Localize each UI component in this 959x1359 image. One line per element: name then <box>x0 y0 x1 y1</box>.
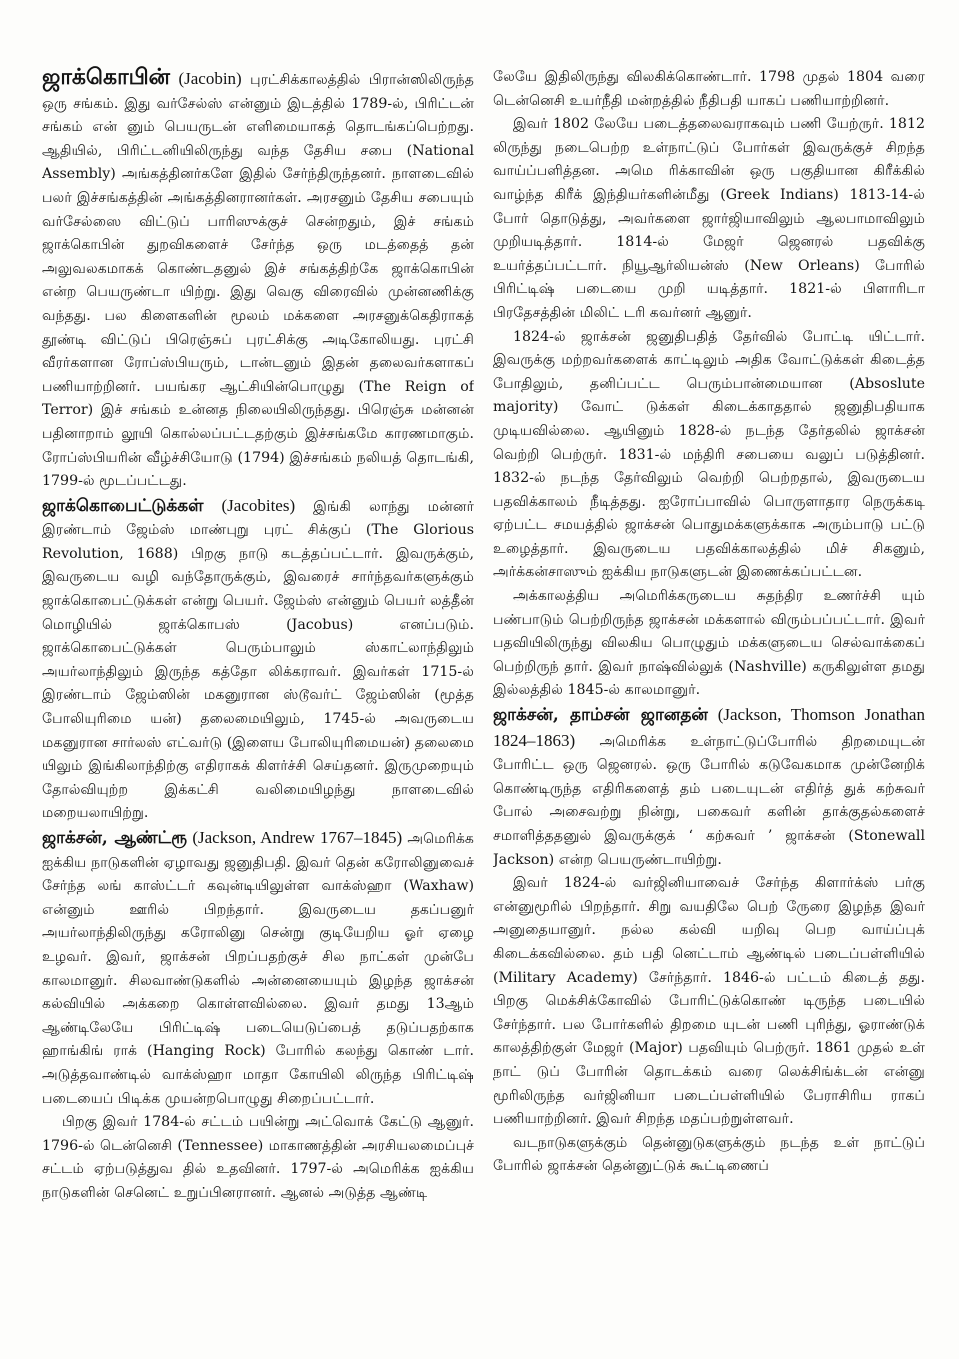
entry-headword: ஜாக்சன், ஆண்ட்ரூ <box>42 828 188 848</box>
entry-paragraph <box>42 494 474 826</box>
entry-text: வடநாடுகளுக்கும் தென்னுடுகளுக்கும் நடந்த உள் நாட்டுப் போரில் ஜாக்சன் தென்னுட்டுக் கூட்டிணைப் <box>493 1134 925 1175</box>
body-paragraph <box>493 326 925 586</box>
entry-text: லேயே இதிலிருந்து விலகிக்கொண்டார். 1798 முதல் 1804 வரை டென்னெசி உயர்நீதி மன்றத்தில் நீதிபதி யாகப் பணியாற்றினர். <box>493 69 925 109</box>
entry-headword-latin: (Jacobin) <box>178 69 242 88</box>
body-paragraph <box>493 113 925 325</box>
body-paragraph <box>493 872 925 1132</box>
entry-paragraph <box>42 826 474 1111</box>
entry-text: அக்காலத்திய அமெரிக்கருடைய சுதந்திர உணர்ச்சி யும் பண்பாடும் பெற்றிருந்த ஜாக்சன் மக்களால் விரும்பப்பட்டார். இவர் பதவியிலிருந்து விலகிய பொழுதும் மக்களுடைய செல்வாக்கைப் பெற்றிருந் தார். இவர் நாஷ்வில்லுக் (Nashville) கருகிலுள்ள தமது இல்லத்தில் 1845-ல் காலமானுர். <box>493 588 925 699</box>
entry-paragraph <box>42 66 474 494</box>
entry-headword-latin: (Jackson, Thomson Jonathan 1824–1863) <box>493 705 925 750</box>
entry-headword-latin: (Jacobites) <box>221 495 296 515</box>
entry-text: அமெரிக்க ஐக்கிய நாடுகளின் ஏழாவது ஜனுதிபதி. இவர் தென் கரோலினுவைச் சேர்ந்த லங் காஸ்ட்டர் கவுன்டியிலுள்ள வாக்ஸ்ஹா (Waxhaw) என்னும் ஊரில் பிறந்தார். இவருடைய தகப்பனுர் அயர்லாந்திலிருந்து கரோலினு சென்று குடியேறிய ஓர் ஏழை உழவர். இவர், ஜாக்சன் பிறப்பதற்குச் சில நாட்கள் முன்பே காலமானுர். சிலவாண்டுகளில் அன்னையையும் இழந்த ஜாக்சன் கல்வியில் அக்கறை கொள்ளவில்லை. இவர் தமது 13ஆம் ஆண்டிலேயே பிரிட்டிஷ் படையெடுப்பைத் தடுப்பதற்காக ஹாங்கிங் ராக் (Hanging Rock) போரில் கலந்து கொண் டார். அடுத்தவாண்டில் வாக்ஸ்ஹா மாதா கோயிலி லிருந்த பிரிட்டிஷ் படையைப் பிடிக்க முயன்றபொழுது சிறைப்பட்டார். <box>42 831 474 1107</box>
body-paragraph <box>493 1132 925 1179</box>
right-column <box>493 66 925 1316</box>
entry-paragraph <box>493 703 925 872</box>
entry-headword: ஜாக்சன், தாம்சன் ஜானதன் <box>493 705 708 726</box>
entry-text: இவர் 1824-ல் வர்ஜினியாவைச் சேர்ந்த கிளார்க்ஸ் பர்கு என்னுமூரில் பிறந்தார். சிறு வயதிலே பெற் ருேரை இழந்த இவர் அனுதையானுர். நல்ல கல்வி யறிவு பெற வாய்ப்புக் கிடைக்கவில்லை. தம் பதி னெட்டாம் ஆண்டில் படைப்பள்ளியில் (Military Academy) சேர்ந்தார். 1846-ல் பட்டம் கிடைத் தது. பிறகு மெக்சிக்கோவில் போரிட்டுக்கொண் டிருந்த படையில் சேர்ந்தார். பல போர்களில் திறமை யுடன் பணி புரிந்து, ஓராண்டுக் காலத்திற்குள் மேஜர் (Major) பதவியும் பெற்ருர். 1861 முதல் உள் நாட் டுப் போரின் தொடக்கம் வரை லெக்சிங்க்டன் என்னு மூரிலிருந்த வர்ஜினியா படைப்பள்ளியில் பேராசிரிய ராகப் பணியாற்றினர். இவர் சிறந்த மதப்பற்றுள்ளவர். <box>493 875 925 1128</box>
entry-text: 1824-ல் ஜாக்சன் ஜனுதிபதித் தேர்வில் போட்டி யிட்டார். இவருக்கு மற்றவர்களைக் காட்டிலும் அதிக வோட்டுக்கள் கிடைத்த போதிலும், தனிப்பட்ட பெரும்பான்மையான (Absoslute majority) வோட் டுக்கள் கிடைக்காததால் ஜனுதிபதியாக முடியவில்லை. ஆயினும் 1828-ல் நடந்த தேர்தலில் ஜாக்சன் வெற்றி பெற்ருர். 1831-ல் மந்திரி சபையை வலுப் படுத்தினர். 1832-ல் நடந்த தேர்விலும் வெற்றி பெற்றதால், இவருடைய பதவிக்காலம் நீடித்தது. ஐரோப்பாவில் பொருளாதார நெருக்கடி ஏற்பட்ட சமயத்தில் ஜாக்சன் பொதுமக்களுக்காக அரும்பாடு பட்டு உழைத்தார். இவருடைய பதவிக்காலத்தில் மிச் சிகனும், அர்க்கன்சாஸும் ஐக்கிய நாடுகளுடன் இணைக்கப்பட்டன. <box>493 328 925 581</box>
entry-text: அமெரிக்க உள்நாட்டுப்போரில் திறமையுடன் போரிட்ட ஒரு ஜெனரல். ஒரு போரில் கடுவேகமாக முன்னேறிக் கொண்டிருந்த எதிரிகளைத் தம் படையுடன் எதிர்த் துக் கற்சுவர் போல் அசைவற்று நின்று, பகைவர் களின் தாக்குதல்களைச் சமாளித்ததனுல் இவருக்குக் ‘ கற்சுவர் ’ ஜாக்சன் (Stonewall Jackson) என்ற பெயருண்டாயிற்று. <box>493 733 925 868</box>
body-paragraph <box>493 66 925 113</box>
entry-text: புரட்சிக்காலத்தில் பிரான்ஸிலிருந்த ஒரு சங்கம். இது வர்சேல்ஸ் என்னும் இடத்தில் 1789-ல், பிரிட்டன் சங்கம் என் னும் பெயருடன் எளிமையாகத் தொடங்கப்பெற்றது. ஆதியில், பிரிட்டனியிலிருந்து வந்த தேசிய சபை (National Assembly) அங்கத்தினர்களே இதில் சேர்ந்திருந்தனர். நாளடைவில் பலர் இச்சங்கத்தின் அங்கத்தினரானர்கள். அரசனும் தேசிய சபையும் வர்சேல்ஸை விட்டுப் பாரிஸுக்குச் சென்றதும், இச் சங்கம் ஜாக்கொபின் துறவிகளைச் சேர்ந்த ஒரு மடத்தைத் தன் அலுவலகமாகக் கொண்டதனுல் இச் சங்கத்திற்கே ஜாக்கொபின் என்ற பெயருண்டா யிற்று. இது வெகு விரைவில் முன்னணிக்கு வந்தது. பல கிளைகளின் மூலம் மக்களை அரசனுக்கெதிராகத் தூண்டி விட்டுப் பிரெஞ்சுப் புரட்சிக்கு அடிகோலியது. புரட்சி வீரர்களான ரோப்ஸ்பியரும், டான்டனும் இதன் தலைவர்களாகப் பணியாற்றினர். பயங்கர ஆட்சியின்பொழுது (The Reign of Terror) இச் சங்கம் உன்னத நிலையிலிருந்தது. பிரெஞ்சு மன்னன் பதினாறாம் லூயி கொல்லப்பட்டதற்கும் இச்சங்கமே காரணமாகும். ரோப்ஸ்பியரின் வீழ்ச்சியோடு (1794) இச்சங்கம் நலியத் தொடங்கி, 1799-ல் மூடப்பட்டது. <box>42 72 474 490</box>
entry-headword-latin: (Jackson, Andrew 1767–1845) <box>192 828 403 847</box>
body-paragraph <box>493 585 925 703</box>
left-column <box>42 66 474 1316</box>
entry-text: இவர் 1802 லேயே படைத்தலைவராகவும் பணி யேற்ருர். 1812 லிருந்து நடைபெற்ற உள்நாட்டுப் போர்கள் இவருக்குச் சிறந்த வாய்ப்பளித்தன. அமெ ரிக்காவின் ஒரு பகுதியான கிரீக்கில் வாழ்ந்த கிரீக் இந்தியர்களின்மீது (Greek Indians) 1813-14-ல் போர் தொடுத்து, அவர்களை ஜார்ஜியாவிலும் ஆலபாமாவிலும் முறியடித்தார். 1814-ல் மேஜர் ஜெனரல் பதவிக்கு உயர்த்தப்பட்டார். நியூஆர்லியன்ஸ் (New Orleans) போரில் பிரிட்டிஷ் படையை முறி யடித்தார். 1821-ல் பிளாரிடா பிரதேசத்தின் மிலிட் டரி கவர்னர் ஆனுர். <box>493 116 925 321</box>
entry-text: பிறகு இவர் 1784-ல் சட்டம் பயின்று அட்வொக் கேட்டு ஆனுர். 1796-ல் டென்னெசி (Tennessee) மாகாணத்தின் அரசியலமைப்புச் சட்டம் ஏற்படுத்துவ தில் உதவினர். 1797-ல் அமெரிக்க ஐக்கிய நாடுகளின் செனெட் உறுப்பினரானர். ஆனல் அடுத்த ஆண்டி <box>42 1114 474 1201</box>
entry-headword: ஜாக்கொபின் <box>42 66 171 90</box>
entry-text: இங்கி லாந்து மன்னர் இரண்டாம் ஜேம்ஸ் மாண்புறு புரட் சிக்குப் (The Glorious Revolution, 1688) பிறகு நாடு கடத்தப்பட்டார். இவருக்கும், இவருடைய வழி வந்தோருக்கும், இவரைச் சார்ந்தவர்களுக்கும் ஜாக்கொபைட்டுக்கள் என்று பெயர். ஜேம்ஸ் என்னும் பெயர் லத்தீன் மொழியில் ஜாக்கொபஸ் (Jacobus) எனப்படும். ஜாக்கொபைட்டுக்கள் பெரும்பாலும் ஸ்காட்லாந்திலும் அயர்லாந்திலும் இருந்த கத்தோ லிக்கராவர். இவர்கள் 1715-ல் இரண்டாம் ஜேம்ஸின் மகனுரான ஸ்டூவர்ட் ஜேம்ஸின் (மூத்த போலியுரிமை யன்) தலைமையிலும், 1745-ல் அவருடைய மகனுரான சார்லஸ் எட்வர்டு (இளைய போலியுரிமையன்) தலைமை யிலும் இங்கிலாந்திற்கு எதிராகக் கிளர்ச்சி செய்தனர். இருமுறையும் தோல்வியுற்ற இக்கட்சி வலிமையிழந்து நாளடைவில் மறையலாயிற்று. <box>42 498 474 822</box>
entry-headword: ஜாக்கொபைட்டுக்கள் <box>42 495 204 516</box>
body-paragraph <box>42 1111 474 1205</box>
